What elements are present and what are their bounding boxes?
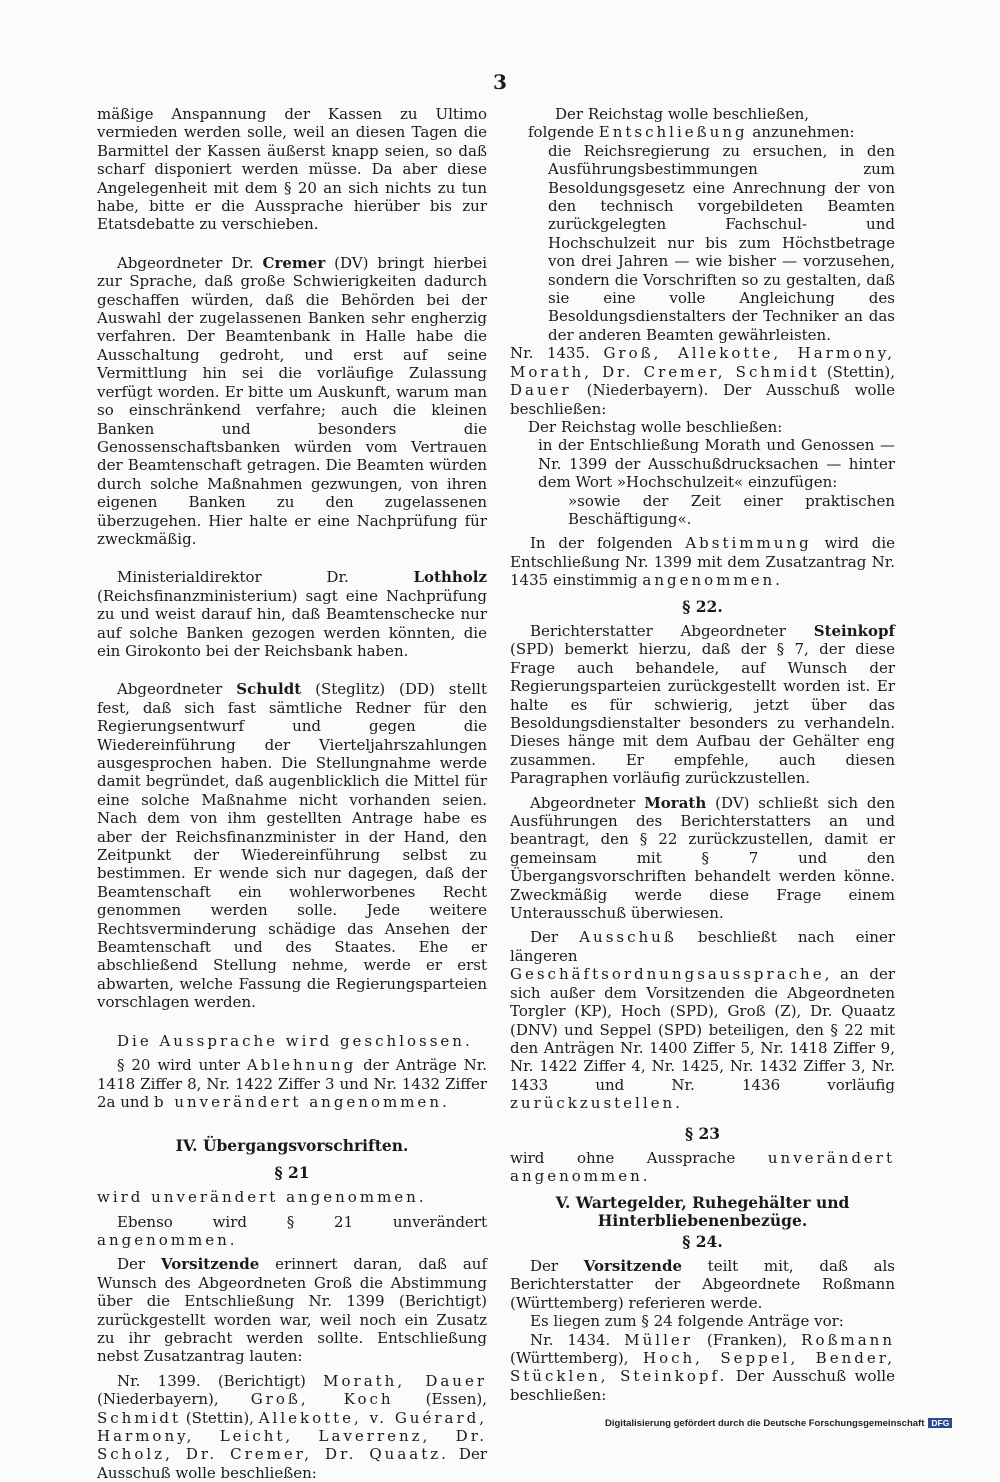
paragraph: Die Aussprache wird geschlossen.: [117, 1031, 473, 1050]
paragraph: die Reichsregierung zu ersuchen, in den Ausführungsbestimmungen zum Besoldungsgesetz eine Anrechnung der von den technisch vorgebildeten Beamten zurückgelegten Fachschul- und Hochschulzeit nur bis zum Höchstbetrage von drei Jahren — wie bisher — vorzusehen, sondern die Vorschriften so zu gestalten, daß sie eine volle Angleichung des Besoldungsdienstalters der Techniker an das der anderen Beamten gewährleisten.: [548, 141, 895, 344]
paragraph-heading: § 22.: [682, 596, 723, 616]
paragraph: in der Entschließung Morath und Genossen — Nr. 1399 der Ausschußdrucksachen — hinter dem Wort »Hochschulzeit« einzufügen:: [538, 436, 895, 492]
paragraph: Ministerialdirektor Dr. Lothholz (Reichsfinanzministerium) sagt eine Nachprüfung zu und weist darauf hin, daß Beamtenschecke nur auf solche Banken gezogen werden könnten, die ein Girokonto bei der Reichsbank haben.: [97, 568, 487, 660]
digitization-credit: Digitalisierung gefördert durch die Deutsche Forschungsgemeinschaft DFG: [605, 1418, 952, 1429]
paragraph: In der folgenden Abstimmung wird die Entschließung Nr. 1399 mit dem Zusatzantrag Nr. 1435 einstimmig angenommen.: [510, 534, 895, 590]
speaker-name: Cremer: [262, 253, 326, 272]
paragraph: Nr. 1399. (Berichtigt) Morath, Dauer (Niederbayern), Groß, Koch (Essen), Schmidt (Stettin), Allekotte, v. Guérard, Harmony, Leicht, Laverrenz, Dr. Scholz, Dr. Cremer, Dr. Quaatz. Der Ausschuß wolle beschließen:: [97, 1371, 488, 1482]
paragraph: Der Vorsitzende teilt mit, daß als Berichterstatter der Abgeordnete Roßmann (Württemberg) referieren werde.: [510, 1256, 896, 1312]
paragraph: Es liegen zum § 24 folgende Anträge vor:: [530, 1312, 844, 1331]
paragraph: Berichterstatter Abgeordneter Steinkopf (SPD) bemerkt hierzu, daß der § 7, der diese Frage auch behandele, auf Wunsch der Regierungsparteien zurückgestellt worden ist. Er halte es für schwierig, jetzt über das Besoldungsdienstalter besonders zu verhandeln. Dieses hänge mit dem Aufbau der Gehälter eng zusammen. Er empfehle, auch diesen Paragraphen vorläufig zurückzustellen.: [510, 621, 895, 788]
paragraph: § 20 wird unter Ablehnung der Anträge Nr. 1418 Ziffer 8, Nr. 1422 Ziffer 3 und Nr. 1432 Ziffer 2a und b unverändert angenommen.: [97, 1056, 487, 1111]
paragraph: wird ohne Aussprache unverändert angenommen.: [510, 1148, 895, 1186]
paragraph-heading: § 24.: [682, 1231, 723, 1251]
speaker-name: Lothholz: [413, 568, 487, 587]
speaker-name: Steinkopf: [813, 621, 895, 640]
speaker-name: Vorsitzende: [161, 1255, 260, 1274]
paragraph: Der Vorsitzende erinnert daran, daß auf Wunsch des Abgeordneten Groß die Abstimmung über die Entschließung Nr. 1399 (Berichtigt) zurückgestellt worden war, weil noch ein Zusatz zu ihr gebracht werden sollte. Entschließung nebst Zusatzantrag lauten:: [97, 1255, 487, 1366]
paragraph: Nr. 1435. Groß, Allekotte, Harmony, Morath, Dr. Cremer, Schmidt (Stettin), Dauer (Niederbayern). Der Ausschuß wolle beschließen:: [510, 344, 896, 418]
paragraph: mäßige Anspannung der Kassen zu Ultimo vermieden werden solle, weil an diesen Tagen die Barmittel der Kassen äußerst knapp seien, so daß scharf disponiert werden müsse. Da aber diese Angelegenheit mit dem § 20 an sich nichts zu tun habe, bitte er die Aussprache hierüber bis zur Etatsdebatte zu verschieben.: [97, 105, 487, 234]
left-column: [97, 105, 487, 1482]
paragraph: Abgeordneter Morath (DV) schließt sich den Ausführungen des Berichterstatters an und beantragt, den § 22 zurückzustellen, damit er gemeinsam mit § 7 und den Übergangsvorschriften behandelt werden könne. Zweckmäßig werde diese Frage einem Unterausschuß überwiesen.: [510, 793, 895, 923]
paragraph: Abgeordneter Dr. Cremer (DV) bringt hierbei zur Sprache, daß große Schwierigkeiten dadurch geschaffen würden, daß die Behörden bei der Auswahl der zugelassenen Banken sehr engherzig verfahren. Der Beamtenbank in Halle habe die Ausschaltung gedroht, und erst auf seine Vermittlung hin sei die vorläufige Zulassung verfügt worden. Er bitte um Auskunft, warum man so einschränkend verfahre; auch die kleinen Banken und besonders die Genossenschaftsbanken würden vom Vertrauen der Beamtenschaft getragen. Die Beamten würden durch solche Maßnahmen gezwungen, von ihren eigenen Banken zu den zugelassenen überzugehen. Hier halte er eine Nachprüfung für zweckmäßig.: [97, 253, 487, 548]
section-heading: IV. Übergangsvorschriften.: [175, 1136, 409, 1156]
paragraph-heading: § 21: [274, 1162, 310, 1182]
speaker-name: Morath: [644, 793, 707, 812]
paragraph: Nr. 1434. Müller (Franken), Roßmann (Württemberg), Hoch, Seppel, Bender, Stücklen, Steinkopf. Der Ausschuß wolle beschließen:: [510, 1330, 896, 1404]
paragraph: Der Reichstag wolle beschließen,: [555, 105, 810, 123]
page-number: 3: [493, 70, 507, 94]
right-column: [510, 105, 895, 1404]
section-heading: V. Wartegelder, Ruhegehälter und Hinterbliebenenbezüge.: [555, 1192, 850, 1231]
paragraph: Der Reichstag wolle beschließen:: [528, 417, 783, 436]
speaker-name: Vorsitzende: [583, 1256, 682, 1275]
paragraph: folgende Entschließung anzunehmen:: [528, 123, 855, 142]
paragraph: »sowie der Zeit einer praktischen Beschäftigung«.: [568, 491, 895, 528]
speaker-name: Schuldt: [236, 680, 302, 699]
paragraph: Abgeordneter Schuldt (Steglitz) (DD) stellt fest, daß sich fast sämtliche Redner für den Regierungsentwurf und gegen die Wiedereinführung der Vierteljahrszahlungen ausgesprochen haben. Die Stellungnahme werde damit begründet, daß augenblicklich die Mittel für eine solche Maßnahme nicht vorhanden seien. Nach dem von ihm gestellten Antrage habe es aber der Reichsfinanzminister in der Hand, den Zeitpunkt der Wiedereinführung selbst zu bestimmen. Er wende sich nur dagegen, daß der Beamtenschaft ein wohlerworbenes Recht genommen werden solle. Jede weitere Rechtsverminderung schädige das Ansehen der Beamtenschaft und des Staates. Ehe er abschließend Stellung nehme, werde er erst abwarten, welche Fassung die Regierungsparteien vorschlagen werden.: [97, 680, 487, 1012]
paragraph: Der Ausschuß beschließt nach einer längeren Geschäftsordnungsaussprache, an der sich außer dem Vorsitzenden die Abgeordneten Torgler (KP), Hoch (SPD), Groß (Z), Dr. Quaatz (DNV) und Seppel (SPD) beteiligen, den § 22 mit den Anträgen Nr. 1400 Ziffer 5, Nr. 1418 Ziffer 9, Nr. 1422 Ziffer 4, Nr. 1425, Nr. 1432 Ziffer 3, Nr. 1433 und Nr. 1436 vorläufig zurückzustellen.: [510, 928, 896, 1113]
paragraph: wird unverändert angenommen.: [97, 1188, 427, 1207]
paragraph: Ebenso wird § 21 unverändert angenommen.: [97, 1212, 487, 1249]
dfg-logo: DFG: [928, 1418, 952, 1428]
paragraph-heading: § 23: [684, 1123, 721, 1143]
